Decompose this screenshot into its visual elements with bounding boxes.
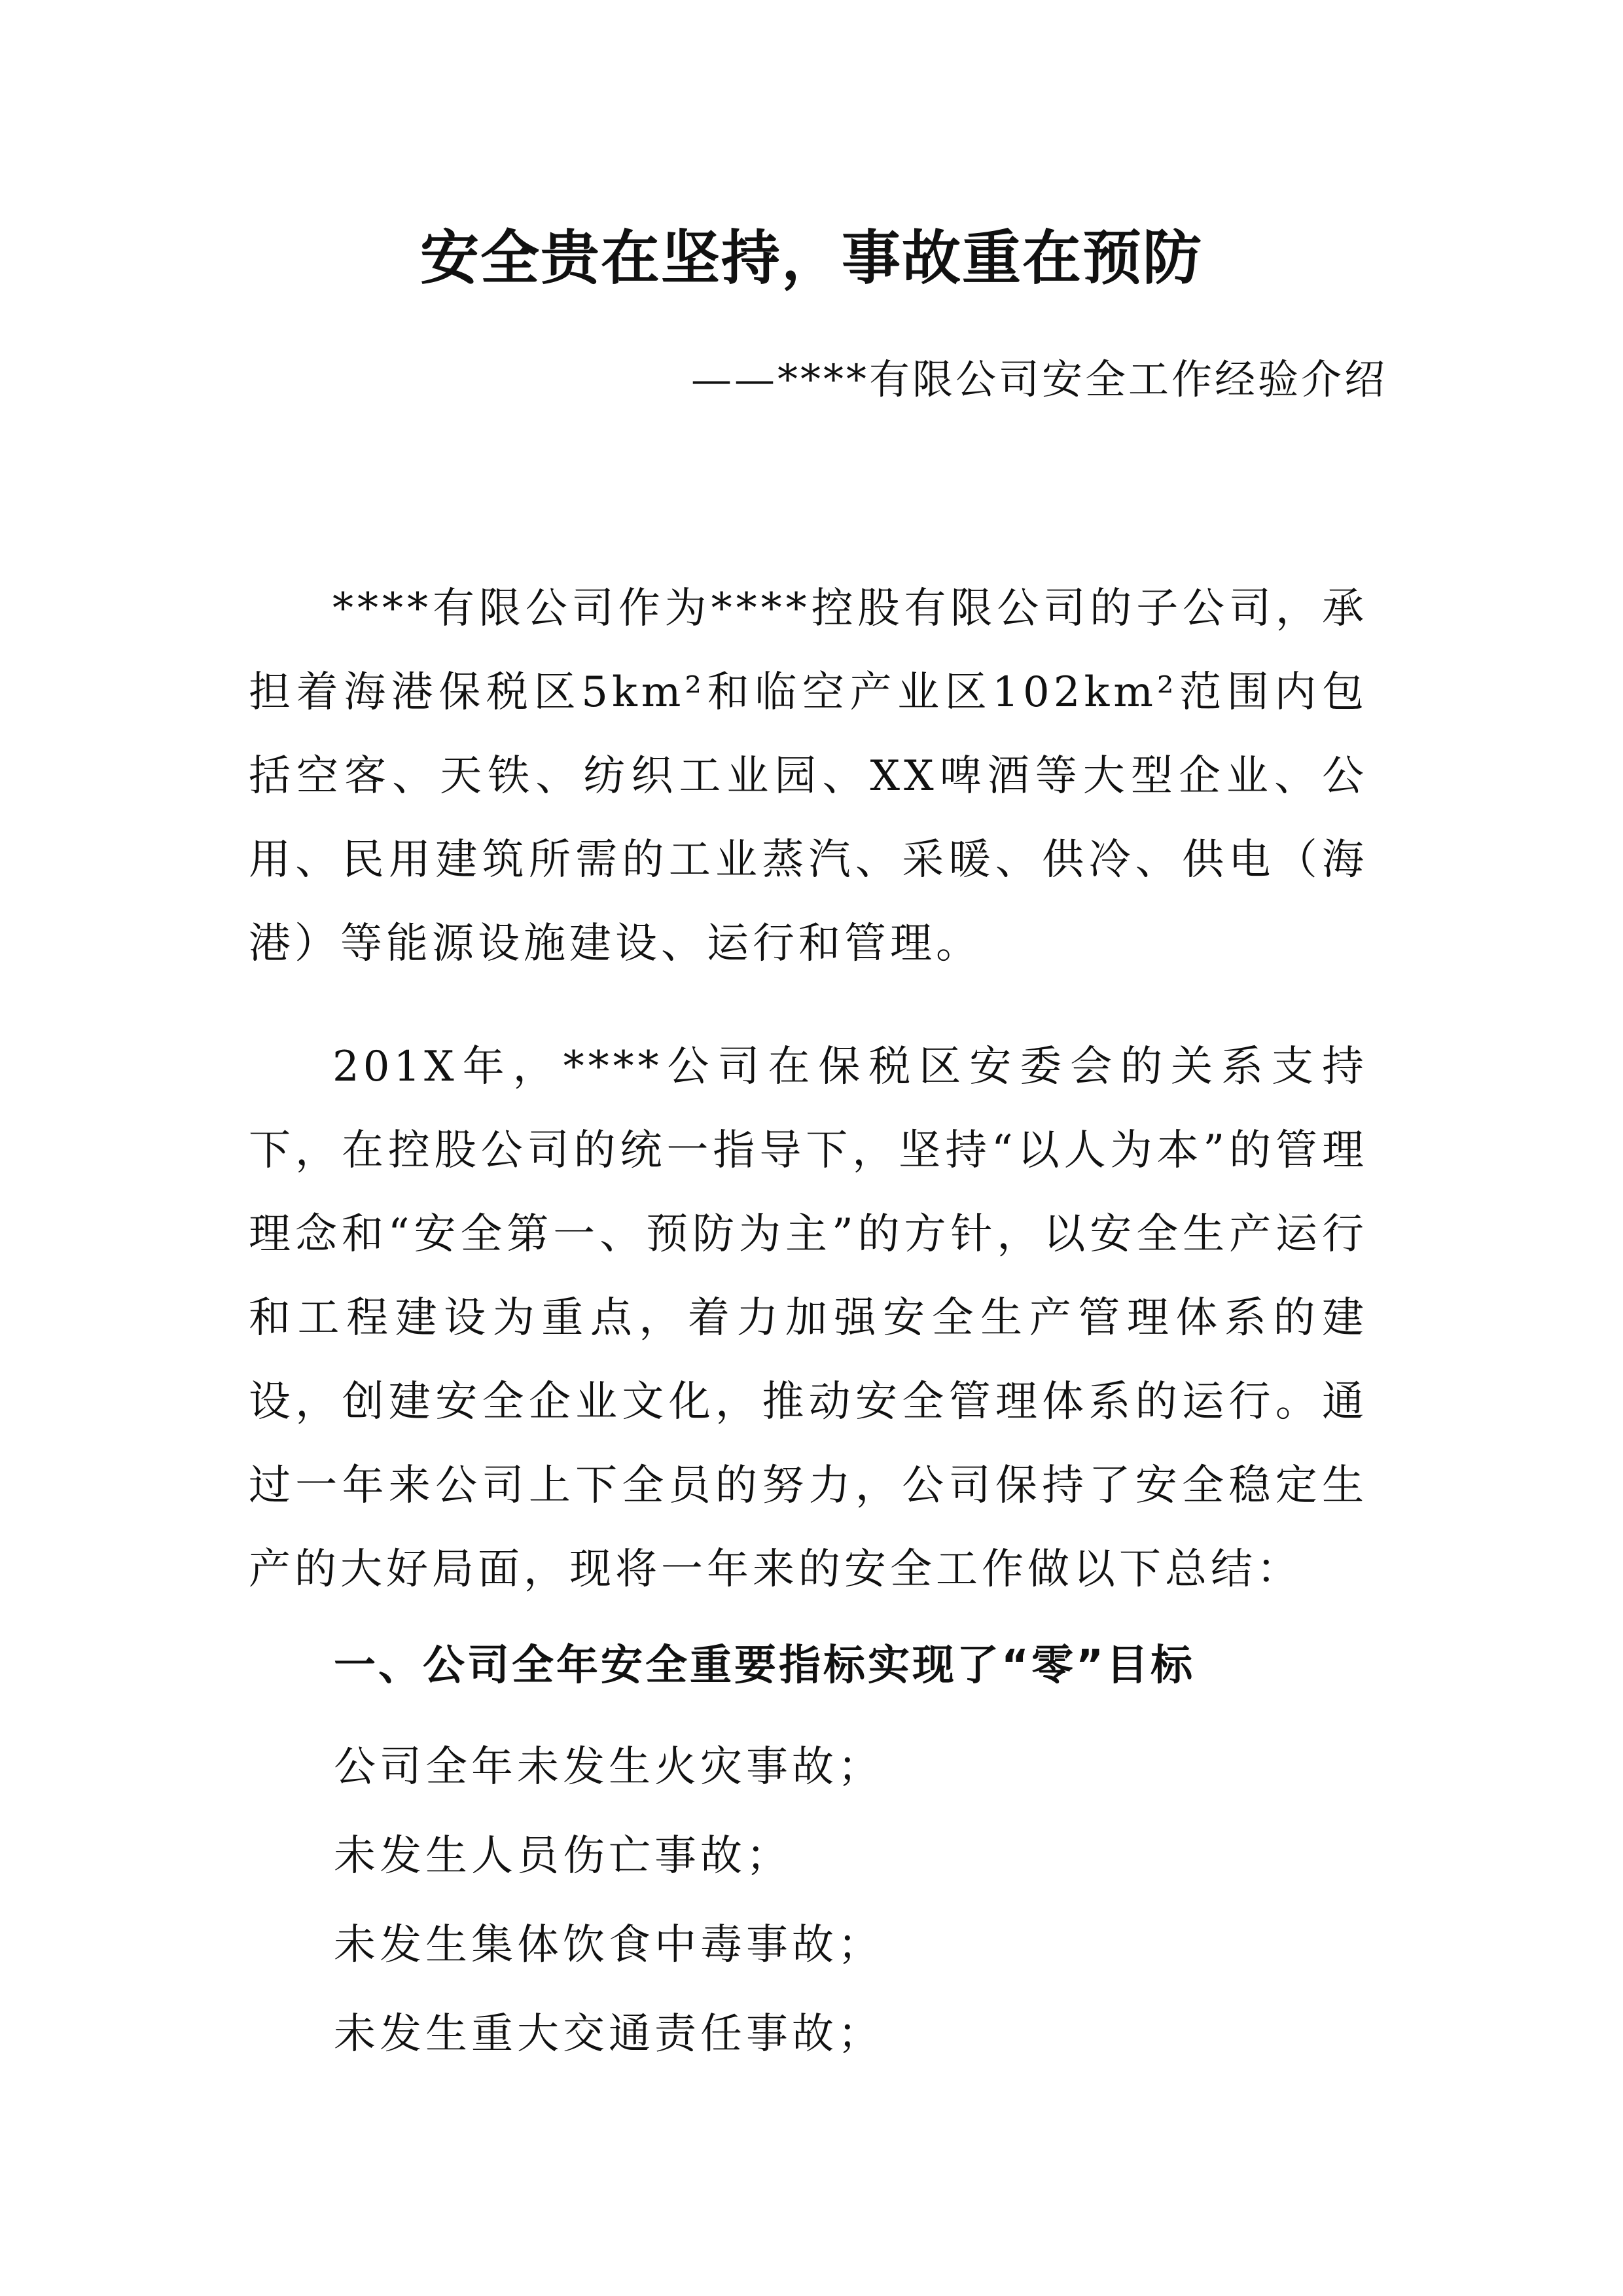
document-title: 安全贵在坚持，事故重在预防 [420, 224, 1203, 293]
section-heading: 一、公司全年安全重要指标实现了“零”目标 [334, 1641, 1196, 1690]
list-item: 未发生人员伤亡事故； [334, 1832, 792, 1880]
list-item: 未发生集体饮食中毒事故； [334, 1921, 883, 1969]
paragraph-intro: ****有限公司作为****控股有限公司的子公司，承担着海港保税区5km²和临空产业区102km²范围内包括空客、天铁、纺织工业园、XX啤酒等大型企业、公用、民用建筑所需的工业蒸汽、采暖、供冷、供电（海港）等能源设施建设、运行和管理。 [249, 584, 1368, 968]
zero-target-list [334, 1723, 883, 2079]
document-subtitle: ——****有限公司安全工作经验介绍 [690, 355, 1387, 403]
paragraph-summary: 201X年，****公司在保税区安委会的关系支持下，在控股公司的统一指导下，坚持“以人为本”的管理理念和“安全第一、预防为主”的方针，以安全生产运行和工程建设为重点，着力加强安全生产管理体系的建设，创建安全企业文化，推动安全管理体系的运行。通过一年来公司上下全员的努力，公司保持了安全稳定生产的大好局面，现将一年来的安全工作做以下总结： [249, 1043, 1368, 1594]
list-item: 未发生重大交通责任事故； [334, 2010, 883, 2058]
list-item: 公司全年未发生火灾事故； [334, 1743, 883, 1791]
